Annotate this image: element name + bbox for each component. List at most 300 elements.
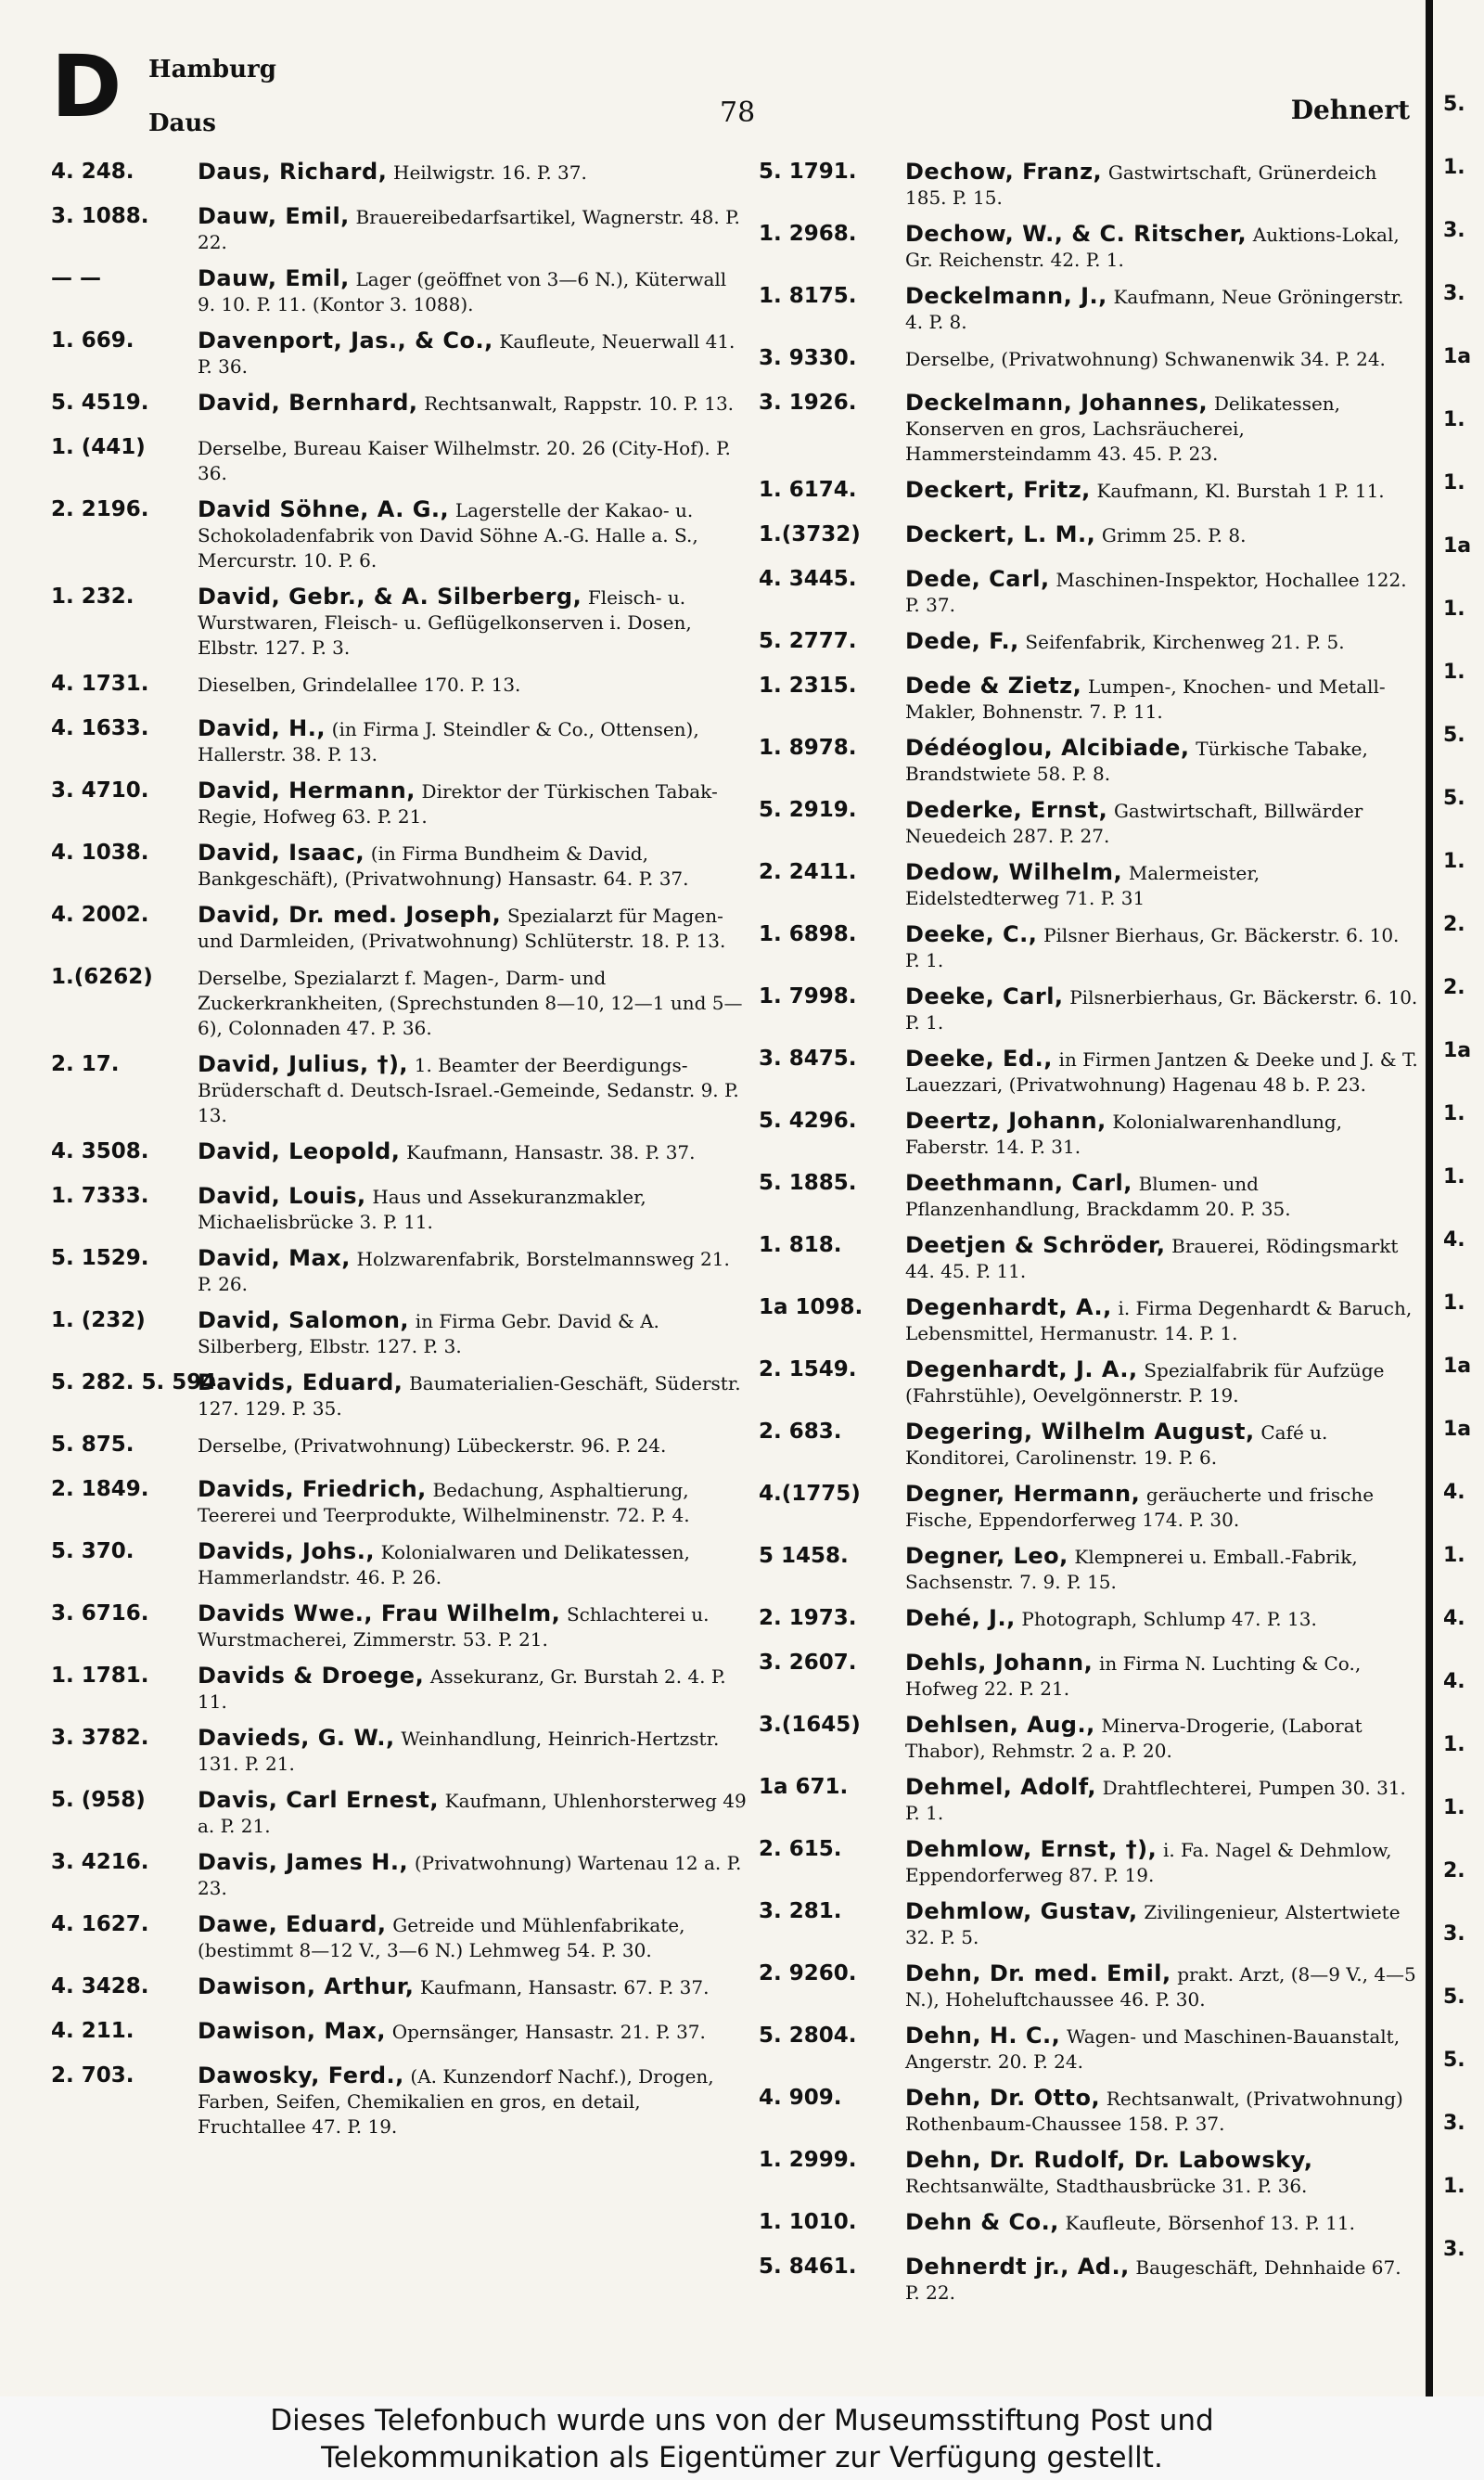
entry-text (198, 903, 747, 954)
edge-number-fragment: 2. (1443, 913, 1465, 936)
subscriber-details: Rechtsanwalt, Rappstr. 10. P. 13. (424, 392, 735, 415)
subscriber-name: Deetjen & Schröder, (905, 1232, 1166, 1258)
subscriber-details: Getreide und Mühlenfabrikate, (bestimmt 8—12 V., 3—6 N.) Lehmweg 54. P. 30. (198, 1914, 685, 1961)
subscriber-details: Lager (geöffnet von 3—6 N.), Küterwall 9. 10. P. 11. (Kontor 3. 1088). (198, 268, 727, 315)
footer-notice (0, 2396, 1484, 2480)
subscriber-details: Maschinen-Inspektor, Hochallee 122. P. 37. (905, 569, 1407, 616)
subscriber-details: in Firma N. Luchting & Co., Hofweg 22. P. 21. (905, 1652, 1362, 1700)
subscriber-details: Derselbe, Bureau Kaiser Wilhelmstr. 20. 26 (City-Hof). P. 36. (198, 437, 731, 484)
directory-entry (51, 1052, 747, 1128)
phone-number: 1. 7998. (759, 984, 857, 1009)
subscriber-details: Kaufmann, Neue Gröningerstr. 4. P. 8. (905, 286, 1404, 333)
page-number: 78 (720, 96, 756, 129)
directory-entry (51, 2019, 747, 2052)
phone-number: 1a 671. (759, 1775, 849, 1799)
directory-entry (51, 2063, 747, 2139)
directory-entry (759, 922, 1419, 973)
subscriber-details: i. Firma Degenhardt & Baruch, Lebensmittel, Hermanustr. 14. P. 1. (905, 1297, 1413, 1344)
edge-number-fragment: 1a (1443, 1039, 1472, 1062)
phone-number: 5 1458. (759, 1544, 849, 1568)
subscriber-details: Café u. Konditorei, Carolinenstr. 19. P. 6. (905, 1421, 1328, 1469)
subscriber-details: Kaufmann, Hansastr. 67. P. 37. (420, 1976, 710, 1998)
subscriber-name: Deckelmann, J., (905, 283, 1107, 309)
edge-number-fragment: 1. (1443, 1733, 1465, 1756)
directory-entry (51, 903, 747, 954)
directory-entry (51, 716, 747, 767)
entry-text (905, 1899, 1419, 1950)
subscriber-name: Dawe, Eduard, (198, 1911, 387, 1937)
phone-number: 1. 2968. (759, 222, 857, 246)
subscriber-details: 1. Beamter der Beerdigungs-Brüderschaft d. Deutsch-Israel.-Gemeinde, Sedanstr. 9. P. 13. (198, 1054, 739, 1126)
entry-text (905, 1961, 1419, 2012)
subscriber-details: i. Fa. Nagel & Dehmlow, Eppendorferweg 87. P. 19. (905, 1839, 1392, 1886)
directory-entry (759, 391, 1419, 467)
phone-number: 3. 281. (759, 1899, 842, 1923)
directory-entry (759, 2086, 1419, 2137)
entry-text (905, 478, 1419, 504)
directory-entry (51, 1912, 747, 1963)
phone-number: 4. 1731. (51, 672, 149, 696)
edge-number-fragment: 1a (1443, 345, 1472, 368)
entry-text (905, 160, 1419, 211)
directory-entry (51, 778, 747, 829)
subscriber-name: David, Leopold, (198, 1138, 401, 1164)
entry-text (905, 1606, 1419, 1632)
phone-number: 2. 2196. (51, 497, 149, 521)
entry-text (905, 2148, 1419, 2199)
entry-text (905, 1420, 1419, 1471)
directory-entry (51, 1477, 747, 1528)
phone-number: 1. 6898. (759, 922, 857, 946)
subscriber-details: Kolonialwarenhandlung, Faberstr. 14. P. 31. (905, 1111, 1343, 1158)
entry-text (905, 2210, 1419, 2236)
directory-entry (51, 1974, 747, 2008)
phone-number: 2. 1849. (51, 1477, 149, 1501)
subscriber-details: Wagen- und Maschinen-Bauanstalt, Angerstr. 20. P. 24. (905, 2025, 1401, 2073)
edge-number-fragment: 1a (1443, 1355, 1472, 1378)
edge-number-fragment: 4. (1443, 1481, 1465, 1504)
directory-entry (51, 1539, 747, 1590)
subscriber-name: Davis, James H., (198, 1849, 409, 1875)
subscriber-name: Dede & Zietz, (905, 673, 1082, 699)
subscriber-name: Davenport, Jas., & Co., (198, 328, 493, 353)
phone-number: 4. 1633. (51, 716, 149, 740)
subscriber-name: David, Salomon, (198, 1307, 410, 1333)
subscriber-details: prakt. Arzt, (8—9 V., 4—5 N.), Hoheluftchaussee 46. P. 30. (905, 1963, 1416, 2011)
subscriber-details: Fleisch- u. Wurstwaren, Fleisch- u. Geflügelkonserven i. Dosen, Elbstr. 127. P. 3. (198, 586, 692, 659)
directory-entry (51, 1726, 747, 1777)
subscriber-name: David, Max, (198, 1245, 351, 1271)
subscriber-details: Heilwigstr. 16. P. 37. (393, 161, 587, 184)
entry-text (905, 984, 1419, 1035)
directory-entry (759, 1606, 1419, 1639)
directory-entry (51, 391, 747, 424)
directory-entry (759, 1544, 1419, 1595)
phone-number: 1. 6174. (759, 478, 857, 502)
phone-number: 3. 3782. (51, 1726, 149, 1750)
entry-text (198, 1184, 747, 1235)
edge-number-fragment: 5. (1443, 787, 1465, 810)
entry-text (198, 1246, 747, 1297)
subscriber-details: Grimm 25. P. 8. (1101, 524, 1247, 546)
subscriber-name: Davids & Droege, (198, 1663, 425, 1689)
entry-text (198, 1139, 747, 1165)
directory-entry (759, 346, 1419, 379)
subscriber-name: Deeke, Ed., (905, 1046, 1053, 1072)
entry-text (905, 1171, 1419, 1222)
subscriber-details: Baumaterialien-Geschäft, Süderstr. 127. 129. P. 35. (198, 1372, 741, 1420)
directory-entry (759, 629, 1419, 662)
phone-number: 1. 818. (759, 1233, 842, 1257)
directory-entry (51, 1308, 747, 1359)
edge-number-fragment: 1a (1443, 1418, 1472, 1441)
directory-entry (759, 2024, 1419, 2075)
entry-text (905, 1109, 1419, 1160)
directory-entry (759, 1961, 1419, 2012)
subscriber-name: Dehmlow, Ernst, †), (905, 1836, 1158, 1862)
subscriber-name: David, Bernhard, (198, 390, 418, 416)
subscriber-name: Degering, Wilhelm August, (905, 1419, 1255, 1445)
entry-text (905, 798, 1419, 849)
subscriber-details: (Privatwohnung) Wartenau 12 a. P. 23. (198, 1852, 742, 1899)
subscriber-name: Dehn & Co., (905, 2209, 1059, 2235)
edge-number-fragment: 4. (1443, 1607, 1465, 1630)
phone-number: 1.(3732) (759, 522, 861, 546)
entry-text (905, 222, 1419, 273)
subscriber-name: Dawison, Arthur, (198, 1973, 415, 1999)
entry-text (198, 1433, 747, 1458)
edge-number-fragment: 4. (1443, 1228, 1465, 1252)
entry-text (905, 1544, 1419, 1595)
entry-text (905, 522, 1419, 548)
phone-number: 1. 2315. (759, 674, 857, 698)
edge-number-fragment: 1. (1443, 1796, 1465, 1819)
directory-entry (759, 284, 1419, 335)
subscriber-details: Kolonialwaren und Delikatessen, Hammerlandstr. 46. P. 26. (198, 1541, 690, 1588)
subscriber-details: Gastwirtschaft, Grünerdeich 185. P. 15. (905, 161, 1377, 209)
subscriber-name: Dechow, Franz, (905, 159, 1103, 185)
edge-number-fragment: 1. (1443, 2175, 1465, 2198)
left-column (51, 160, 747, 2151)
phone-number: 5. 2804. (759, 2024, 857, 2048)
entry-text (905, 1357, 1419, 1408)
subscriber-details: Türkische Tabake, Brandstwiete 58. P. 8. (905, 738, 1368, 785)
subscriber-details: Kaufmann, Kl. Burstah 1 P. 11. (1096, 480, 1385, 502)
subscriber-name: Dauw, Emil, (198, 265, 350, 291)
subscriber-details: Brauerei, Rödingsmarkt 44. 45. P. 11. (905, 1235, 1399, 1282)
phone-number: 5. 2919. (759, 798, 857, 822)
subscriber-name: Dawosky, Ferd., (198, 2062, 404, 2088)
directory-entry (51, 585, 747, 661)
directory-entry (51, 328, 747, 379)
subscriber-name: Dehlsen, Aug., (905, 1712, 1095, 1738)
page-header (0, 0, 1484, 148)
directory-entry (759, 2255, 1419, 2306)
subscriber-name: David, Isaac, (198, 840, 365, 866)
directory-entry (51, 1788, 747, 1839)
directory-entry (759, 984, 1419, 1035)
phone-number: 5. 8461. (759, 2255, 857, 2279)
entry-text (198, 160, 747, 186)
subscriber-name: David, Hermann, (198, 777, 416, 803)
directory-entry (759, 1109, 1419, 1160)
edge-number-fragment: 1. (1443, 1291, 1465, 1315)
subscriber-name: Dehn, H. C., (905, 2023, 1061, 2049)
directory-entry (51, 435, 747, 486)
header-first-entry: Daus (148, 109, 216, 137)
entry-text (198, 1788, 747, 1839)
entry-text (198, 965, 747, 1041)
subscriber-name: David, Louis, (198, 1183, 366, 1209)
footer-line-2: Telekommunikation als Eigentümer zur Verfügung gestellt. (321, 2441, 1163, 2474)
phone-number: 1. 669. (51, 328, 134, 353)
phone-number: 1. 8175. (759, 284, 857, 308)
subscriber-name: David, H., (198, 715, 326, 741)
phone-number: 3. 4216. (51, 1850, 149, 1874)
directory-entry (51, 1184, 747, 1235)
phone-number: 4. 3508. (51, 1139, 149, 1163)
entry-text (905, 1713, 1419, 1764)
phone-number: 2. 703. (51, 2063, 134, 2088)
entry-text (905, 346, 1419, 372)
header-city: Hamburg (148, 56, 276, 84)
subscriber-name: Dehls, Johann, (905, 1650, 1094, 1676)
directory-entry (759, 1775, 1419, 1826)
entry-text (905, 1047, 1419, 1098)
phone-number: 3.(1645) (759, 1713, 861, 1737)
entry-text (198, 2063, 747, 2139)
subscriber-details: Zivilingenieur, Alstertwiete 32. P. 5. (905, 1901, 1401, 1948)
right-column (759, 160, 1419, 2317)
entry-text (198, 1664, 747, 1715)
directory-entry (51, 497, 747, 573)
entry-text (198, 1052, 747, 1128)
entry-text (905, 629, 1419, 655)
subscriber-details: in Firmen Jantzen & Deeke und J. & T. Lauezzari, (Privatwohnung) Hagenau 48 b. P. 23. (905, 1048, 1418, 1096)
edge-number-fragment: 1. (1443, 1165, 1465, 1189)
entry-text (905, 284, 1419, 335)
phone-number: 1. 2999. (759, 2148, 857, 2172)
subscriber-name: Davids, Eduard, (198, 1369, 403, 1395)
phone-number: 5. 2777. (759, 629, 857, 653)
directory-entry (759, 1899, 1419, 1950)
adjacent-page-edge (1443, 93, 1484, 2384)
phone-number: 5. 282. 5. 594. (51, 1370, 224, 1394)
directory-entry (51, 266, 747, 317)
directory-entry (51, 1664, 747, 1715)
phone-number: 2. 683. (759, 1420, 842, 1444)
subscriber-details: Opernsänger, Hansastr. 21. P. 37. (391, 2021, 706, 2043)
entry-text (905, 2086, 1419, 2137)
subscriber-name: Dauw, Emil, (198, 203, 350, 229)
directory-entry (51, 1139, 747, 1173)
subscriber-name: Deertz, Johann, (905, 1108, 1107, 1134)
edge-number-fragment: 1. (1443, 850, 1465, 873)
entry-text (198, 1601, 747, 1652)
subscriber-details: Kaufleute, Börsenhof 13. P. 11. (1065, 2212, 1355, 2234)
phone-number: 2. 2411. (759, 860, 857, 884)
subscriber-name: Deckert, Fritz, (905, 477, 1091, 503)
subscriber-name: Degenhardt, A., (905, 1294, 1112, 1320)
edge-number-fragment: 1. (1443, 1102, 1465, 1125)
entry-text (905, 1837, 1419, 1888)
directory-entry (759, 1482, 1419, 1533)
subscriber-details: (in Firma J. Steindler & Co., Ottensen), Hallerstr. 38. P. 13. (198, 718, 699, 765)
directory-entry (759, 1651, 1419, 1702)
entry-text (198, 1477, 747, 1528)
subscriber-details: Kaufleute, Neuerwall 41. P. 36. (198, 330, 736, 378)
directory-entry (759, 2148, 1419, 2199)
edge-number-fragment: 5. (1443, 93, 1465, 116)
phone-number: 1. (441) (51, 435, 146, 459)
entry-text (198, 1850, 747, 1901)
subscriber-details: Klempnerei u. Emball.-Fabrik, Sachsenstr. 7. 9. P. 15. (905, 1546, 1358, 1593)
directory-entry (51, 1433, 747, 1466)
edge-number-fragment: 1. (1443, 408, 1465, 431)
subscriber-name: Deckelmann, Johannes, (905, 390, 1209, 416)
subscriber-details: Schlachterei u. Wurstmacherei, Zimmerstr. 53. P. 21. (198, 1603, 710, 1651)
directory-entry (759, 798, 1419, 849)
directory-entry (759, 860, 1419, 911)
edge-number-fragment: 3. (1443, 219, 1465, 242)
phone-number: 4. 909. (759, 2086, 842, 2110)
directory-entry (759, 1837, 1419, 1888)
subscriber-details: Holzwarenfabrik, Borstelmannsweg 21. P. 26. (198, 1248, 730, 1295)
directory-entry (759, 736, 1419, 787)
phone-number: 5. 4296. (759, 1109, 857, 1133)
subscriber-details: Spezialarzt für Magen- und Darmleiden, (Privatwohnung) Schlüterstr. 18. P. 13. (198, 905, 726, 952)
subscriber-name: Davids Wwe., Frau Wilhelm, (198, 1600, 561, 1626)
subscriber-details: Brauereibedarfsartikel, Wagnerstr. 48. P. 22. (198, 206, 740, 253)
subscriber-name: Dedow, Wilhelm, (905, 859, 1123, 885)
subscriber-name: Degenhardt, J. A., (905, 1356, 1138, 1382)
subscriber-details: in Firma Gebr. David & A. Silberberg, Elbstr. 127. P. 3. (198, 1310, 659, 1357)
subscriber-details: Dieselben, Grindelallee 170. P. 13. (198, 674, 521, 696)
subscriber-name: Deckert, L. M., (905, 521, 1096, 547)
subscriber-name: David, Dr. med. Joseph, (198, 902, 502, 928)
directory-entry (759, 1233, 1419, 1284)
directory-entry (51, 1601, 747, 1652)
directory-entry (759, 478, 1419, 511)
phone-number: 3. 2607. (759, 1651, 857, 1675)
entry-text (905, 1295, 1419, 1346)
phone-number: 5. 4519. (51, 391, 149, 415)
phone-number: 3. 9330. (759, 346, 857, 370)
entry-text (905, 1651, 1419, 1702)
subscriber-details: Kaufmann, Hansastr. 38. P. 37. (406, 1141, 696, 1163)
subscriber-details: Malermeister, Eidelstedterweg 71. P. 31 (905, 862, 1260, 909)
subscriber-details: Photograph, Schlump 47. P. 13. (1021, 1608, 1317, 1630)
phone-number: 4. 1038. (51, 841, 149, 865)
edge-number-fragment: 2. (1443, 976, 1465, 999)
phone-number: 1. 232. (51, 585, 134, 609)
subscriber-name: Dederke, Ernst, (905, 797, 1108, 823)
directory-entry (759, 567, 1419, 618)
header-last-entry: Dehnert (1290, 95, 1410, 125)
entry-text (198, 585, 747, 661)
directory-entry (759, 222, 1419, 273)
edge-number-fragment: 5. (1443, 724, 1465, 747)
subscriber-details: Baugeschäft, Dehnhaide 67. P. 22. (905, 2256, 1401, 2304)
edge-number-fragment: 5. (1443, 2049, 1465, 2072)
phone-number: 2. 615. (759, 1837, 842, 1861)
subscriber-name: Dehmel, Adolf, (905, 1774, 1096, 1800)
phone-number: 5. 1791. (759, 160, 857, 184)
entry-text (905, 2255, 1419, 2306)
subscriber-details: Haus und Assekuranzmakler, Michaelisbrücke 3. P. 11. (198, 1186, 646, 1233)
subscriber-details: Derselbe, (Privatwohnung) Lübeckerstr. 96. P. 24. (198, 1434, 667, 1457)
subscriber-name: Dehmlow, Gustav, (905, 1898, 1138, 1924)
phone-number: 3. 8475. (759, 1047, 857, 1071)
edge-number-fragment: 3. (1443, 2238, 1465, 2261)
entry-text (905, 860, 1419, 911)
entry-text (905, 2024, 1419, 2075)
directory-entry (759, 1047, 1419, 1098)
entry-text (198, 497, 747, 573)
page-edge-rule (1426, 0, 1433, 2396)
subscriber-details: (in Firma Bundheim & David, Bankgeschäft), (Privatwohnung) Hansastr. 64. P. 37. (198, 842, 689, 890)
subscriber-details: Assekuranz, Gr. Burstah 2. 4. P. 11. (198, 1665, 726, 1713)
edge-number-fragment: 1. (1443, 1544, 1465, 1567)
footer-line-1: Dieses Telefonbuch wurde uns von der Museumsstiftung Post und (270, 2404, 1214, 2437)
subscriber-details: Seifenfabrik, Kirchenweg 21. P. 5. (1025, 631, 1345, 653)
entry-text (198, 716, 747, 767)
edge-number-fragment: 3. (1443, 2112, 1465, 2135)
subscriber-name: Dede, Carl, (905, 566, 1050, 592)
subscriber-name: Dawison, Max, (198, 2018, 387, 2044)
phone-number: 5. 1529. (51, 1246, 149, 1270)
directory-entry (51, 160, 747, 193)
subscriber-name: Dechow, W., & C. Ritscher, (905, 221, 1247, 247)
phone-number: 5. (958) (51, 1788, 146, 1812)
subscriber-name: Dehnerdt jr., Ad., (905, 2254, 1130, 2280)
subscriber-name: David, Julius, †), (198, 1051, 409, 1077)
phone-number: 4. 211. (51, 2019, 134, 2043)
subscriber-name: Davids, Friedrich, (198, 1476, 427, 1502)
phone-number: 1. 1010. (759, 2210, 857, 2234)
directory-entry (759, 160, 1419, 211)
subscriber-name: David Söhne, A. G., (198, 496, 450, 522)
phone-number: 3. 6716. (51, 1601, 149, 1625)
directory-entry (759, 1420, 1419, 1471)
edge-number-fragment: 2. (1443, 1859, 1465, 1882)
subscriber-details: Derselbe, (Privatwohnung) Schwanenwik 34. P. 24. (905, 348, 1386, 370)
directory-entry (51, 965, 747, 1041)
subscriber-name: Deeke, Carl, (905, 983, 1064, 1009)
entry-text (198, 204, 747, 255)
entry-text (198, 391, 747, 417)
subscriber-details: Pilsner Bierhaus, Gr. Bäckerstr. 6. 10. P. 1. (905, 924, 1400, 971)
subscriber-details: Minerva-Drogerie, (Laborat Thabor), Rehmstr. 2 a. P. 20. (905, 1715, 1362, 1762)
phone-number: 3. 1926. (759, 391, 857, 415)
edge-number-fragment: 3. (1443, 1922, 1465, 1946)
subscriber-name: Dehn, Dr. med. Emil, (905, 1960, 1171, 1986)
directory-entry (759, 522, 1419, 556)
edge-number-fragment: 4. (1443, 1670, 1465, 1693)
phone-number: 2. 9260. (759, 1961, 857, 1985)
phone-number: 1. 1781. (51, 1664, 149, 1688)
entry-text (905, 922, 1419, 973)
entry-text (905, 1775, 1419, 1826)
phone-number: 4. 248. (51, 160, 134, 184)
directory-entry (51, 204, 747, 255)
edge-number-fragment: 1a (1443, 534, 1472, 558)
entry-text (198, 672, 747, 698)
section-letter: D (51, 37, 122, 136)
entry-text (905, 1482, 1419, 1533)
entry-text (198, 1308, 747, 1359)
entry-text (198, 1539, 747, 1590)
